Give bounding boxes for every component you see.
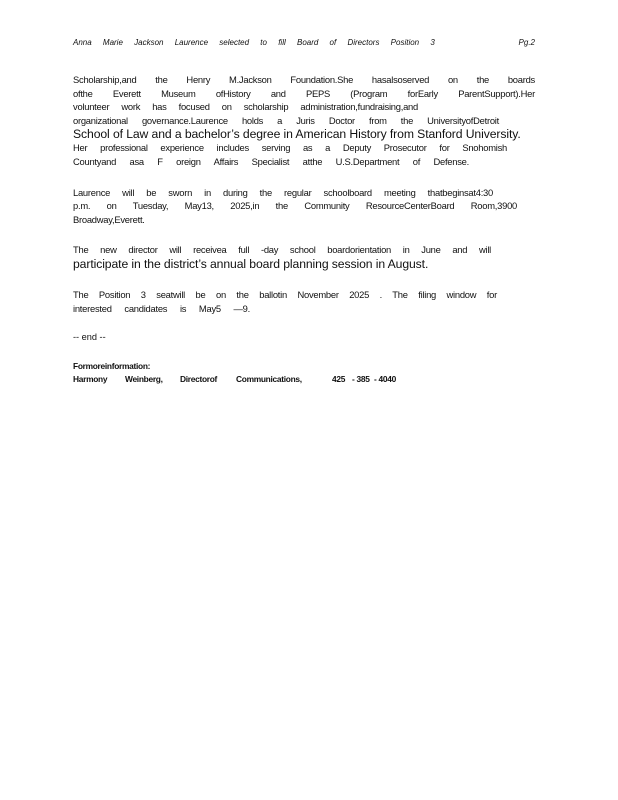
contact-last-name: Weinberg, [125, 374, 163, 385]
text-line: interested candidates is May5 —9. [73, 302, 250, 314]
header-title: Anna Marie Jackson Laurence selected to fill Board of Directors Position 3 [73, 38, 435, 47]
text-line: p.m. on Tuesday, May13, 2025,in the Community ResourceCenterBoard Room,3900 [73, 200, 517, 212]
end-marker: -- end -- [73, 332, 106, 343]
text-line: volunteer work has focused on scholarship administration,fundraising,and [73, 101, 418, 113]
text-line: organizational governance.Laurence holds a Juris Doctor from the UniversityofDetroit [73, 114, 499, 126]
contact-first-name: Harmony [73, 374, 108, 385]
text-line: The new director will receivea full -day school boardorientation in June and will [73, 244, 491, 256]
paragraph-background [73, 73, 535, 169]
text-line: School of Law and a bachelor’s degree in American History from Stanford University. [73, 127, 521, 142]
contact-block [73, 360, 535, 386]
document-body [73, 73, 535, 386]
text-line: Countyand asa F oreign Affairs Specialist atthe U.S.Department of Defense. [73, 155, 469, 167]
paragraph-swearing-in [73, 186, 535, 227]
text-line: Scholarship,and the Henry M.Jackson Foundation.She hasalsoserved on the boards [73, 74, 535, 85]
contact-details [73, 373, 535, 386]
contact-phone-line: - 4040 [374, 374, 396, 385]
contact-heading: Formoreinformation: [73, 361, 151, 372]
contact-title-part2: Communications, [236, 374, 302, 385]
text-line: Her professional experience includes serving as a Deputy Prosecutor for Snohomish [73, 142, 507, 154]
paragraph-election [73, 288, 535, 315]
text-line: Broadway,Everett. [73, 213, 145, 225]
page-header [73, 38, 535, 50]
text-line: The Position 3 seatwill be on the ballotin November 2025 . The filing window for [73, 288, 497, 300]
page-number: Pg.2 [518, 38, 535, 47]
contact-phone-prefix: - 385 [352, 374, 370, 385]
text-line: ofthe Everett Museum ofHistory and PEPS (Program forEarly ParentSupport).Her [73, 87, 535, 99]
contact-title-part1: Directorof [180, 374, 218, 385]
contact-phone-area: 425 [332, 374, 346, 385]
text-line: participate in the district’s annual board planning session in August. [73, 256, 429, 271]
paragraph-orientation [73, 243, 535, 271]
text-line: Laurence will be sworn in during the regular schoolboard meeting thatbeginsat4:30 [73, 186, 493, 198]
